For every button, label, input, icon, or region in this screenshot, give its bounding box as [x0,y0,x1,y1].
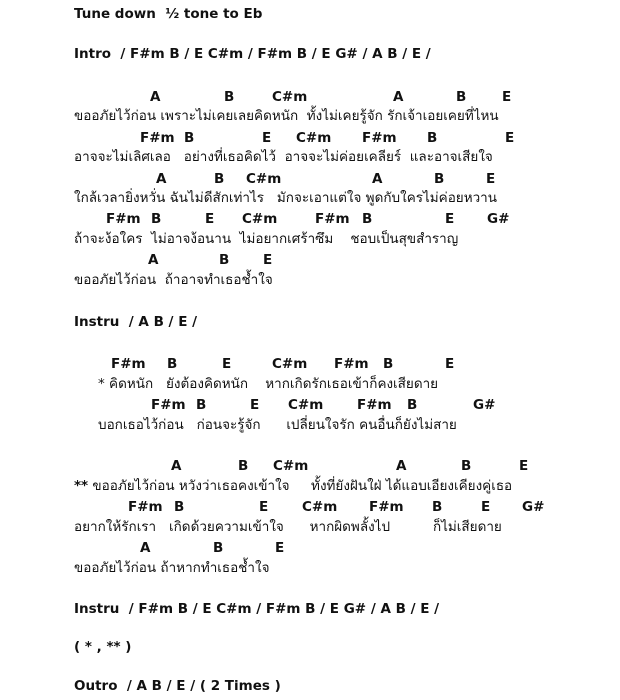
chord: C#m [272,356,308,372]
chord: C#m [246,171,282,187]
chord: B [407,397,418,413]
chord: E [445,211,455,227]
lyric-line: * คิดหนัก ยังต้องคิดหนัก หากเกิดรักเธอเข้าก็คงเสียดาย [98,376,439,392]
chord: E [275,540,285,556]
chord: B [224,89,235,105]
chord: B [238,458,249,474]
chord: C#m [296,130,332,146]
chord: B [167,356,178,372]
chord: A [396,458,407,474]
chord: B [196,397,207,413]
lyric-line: บอกเธอไว้ก่อน ก่อนจะรู้จัก เปลี่ยนใจรัก คนอื่นก็ยังไม่สาย [98,417,457,433]
chord: B [214,171,225,187]
lyric-line: ขออภัยไว้ก่อน ถ้าอาจทำเธอช้ำใจ [74,272,273,288]
chord: C#m [272,89,308,105]
chord: B [432,499,443,515]
chord: E [486,171,496,187]
chord: C#m [273,458,309,474]
chord: E [259,499,269,515]
chord: G# [487,211,510,227]
outro-line: Outro / A B / E / ( 2 Times ) [74,678,281,694]
chord: B [213,540,224,556]
lyric-line [74,478,512,494]
chord: F#m [369,499,404,515]
chord: F#m [357,397,392,413]
chord: F#m [362,130,397,146]
chord: E [263,252,273,268]
chord: A [372,171,383,187]
chord: F#m [106,211,141,227]
chord: A [140,540,151,556]
lyric-line: อาจจะไม่เลิศเลอ อย่างที่เธอคิดไว้ อาจจะไม่ค่อยเคลียร์ และอาจเสียใจ [74,149,493,165]
chord: C#m [302,499,338,515]
lyric-line: ขออภัยไว้ก่อน ถ้าหากทำเธอช้ำใจ [74,560,270,576]
chord: A [150,89,161,105]
instru-line: Instru / F#m B / E C#m / F#m B / E G# / A B / E / [74,601,440,617]
chord: E [519,458,529,474]
chord: B [174,499,185,515]
chord: F#m [315,211,350,227]
chord: B [427,130,438,146]
chord: B [151,211,162,227]
chord: B [362,211,373,227]
chord: C#m [242,211,278,227]
chord: B [456,89,467,105]
lyric-line: อยากให้รักเรา เกิดด้วยความเข้าใจ หากผิดพลั้งไป ก็ไม่เสียดาย [74,519,502,535]
chord: E [445,356,455,372]
chord: E [505,130,515,146]
chord: B [184,130,195,146]
intro-line: Intro / F#m B / E C#m / F#m B / E G# / A B / E / [74,46,431,62]
chord: E [205,211,215,227]
tuning-note: Tune down ½ tone to Eb [74,6,263,22]
chord: F#m [334,356,369,372]
chord: B [383,356,394,372]
chord: B [434,171,445,187]
chord: F#m [111,356,146,372]
chord: E [481,499,491,515]
chord: E [222,356,232,372]
repeat-line: ( * , ** ) [74,639,132,655]
chord: F#m [140,130,175,146]
lyric-line: ถ้าจะง้อใคร ไม่อาจง้อนาน ไม่อยากเศร้าซึม ชอบเป็นสุขสำราญ [74,231,459,247]
chord: B [219,252,230,268]
chord: A [393,89,404,105]
lyric-text: ขออภัยไว้ก่อน หวังว่าเธอคงเข้าใจ ทั้งที่ยังฝันใฝ่ ได้แอบเอียงเคียงคู่เธอ [88,478,513,494]
lyric-line: ขออภัยไว้ก่อน เพราะไม่เคยเลยคิดหนัก ทั้งไม่เคยรู้จัก รักเจ้าเอยเคยที่ไหน [74,108,499,124]
chorus-mark: ** [74,478,89,494]
chord: E [262,130,272,146]
instru-line: Instru / A B / E / [74,314,198,330]
chord: F#m [151,397,186,413]
chord: A [156,171,167,187]
chord: C#m [288,397,324,413]
chord: G# [473,397,496,413]
lyric-line: ใกล้เวลายิ่งหวั่น ฉันไม่ดีสักเท่าไร มักจะเอาแต่ใจ พูดกับใครไม่ค่อยหวาน [74,190,497,206]
chord: B [461,458,472,474]
chord: A [171,458,182,474]
chord: E [250,397,260,413]
chord: A [148,252,159,268]
chord: E [502,89,512,105]
chord: F#m [128,499,163,515]
chord: G# [522,499,545,515]
